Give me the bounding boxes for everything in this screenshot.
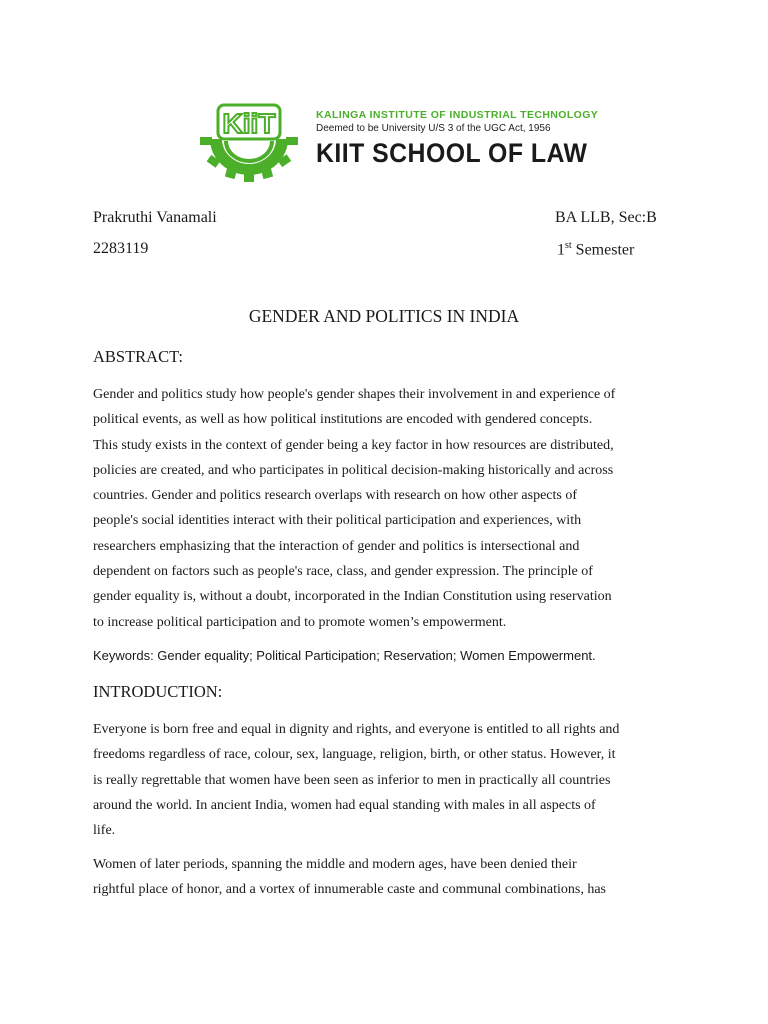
institute-name: KALINGA INSTITUTE OF INDUSTRIAL TECHNOLOGY [316,109,599,121]
student-name: Prakruthi Vanamali [93,209,217,226]
introduction-heading: INTRODUCTION: [93,682,223,701]
text-line: people's social identities interact with their political participation and experiences, with [93,513,582,529]
kiit-gear-emblem-icon [196,103,302,183]
text-line: dependent on factors such as people's race, class, and gender expression. The principle of [93,564,593,580]
text-line: rightful place of honor, and a vortex of innumerable caste and communal combinations, has [93,882,607,898]
course-section: BA LLB, Sec:B [555,209,657,226]
text-line: is really regrettable that women have been seen as inferior to men in practically all countries [93,772,611,788]
kiit-school-of-law-logo [196,103,599,183]
text-line: researchers emphasizing that the interaction of gender and politics is intersectional and [93,538,580,554]
school-name: KIIT SCHOOL OF LAW [316,138,588,168]
semester: 1st Semester [557,240,635,259]
text-line: Women of later periods, spanning the middle and modern ages, have been denied their [93,857,577,872]
text-line: policies are created, and who participates in political decision-making historically and across [93,462,614,478]
introduction-paragraph-2 [93,852,683,903]
text-line: gender equality is, without a doubt, incorporated in the Indian Constitution using reservation [93,589,612,605]
abstract-heading: ABSTRACT: [93,347,183,366]
introduction-paragraph-1 [93,717,683,843]
abstract-paragraph [93,382,683,635]
paper-title: GENDER AND POLITICS IN INDIA [248,306,520,326]
text-line: This study exists in the context of gender being a key factor in how resources are distributed, [93,437,614,453]
text-line: political events, as well as how political institutions are encoded with gendered concepts. [93,412,593,428]
roll-number: 2283119 [93,240,149,257]
keywords-line: Keywords: Gender equality; Political Participation; Reservation; Women Empowerment. [93,648,596,663]
text-line: Everyone is born free and equal in dignity and rights, and everyone is entitled to all rights and [93,722,620,737]
text-line: freedoms regardless of race, colour, sex, language, religion, birth, or other status. However, it [93,747,616,763]
text-line: around the world. In ancient India, women had equal standing with males in all aspects of [93,797,596,813]
text-line: life. [93,823,116,839]
text-line: Gender and politics study how people's gender shapes their involvement in and experience of [93,387,616,402]
text-line: to increase political participation and to promote women’s empowerment. [93,614,507,630]
logo-mark-lettering: KiiT [222,108,276,139]
text-line: countries. Gender and politics research overlaps with research on how other aspects of [93,488,577,504]
deemed-university-line: Deemed to be University U/S 3 of the UGC Act, 1956 [316,123,551,134]
